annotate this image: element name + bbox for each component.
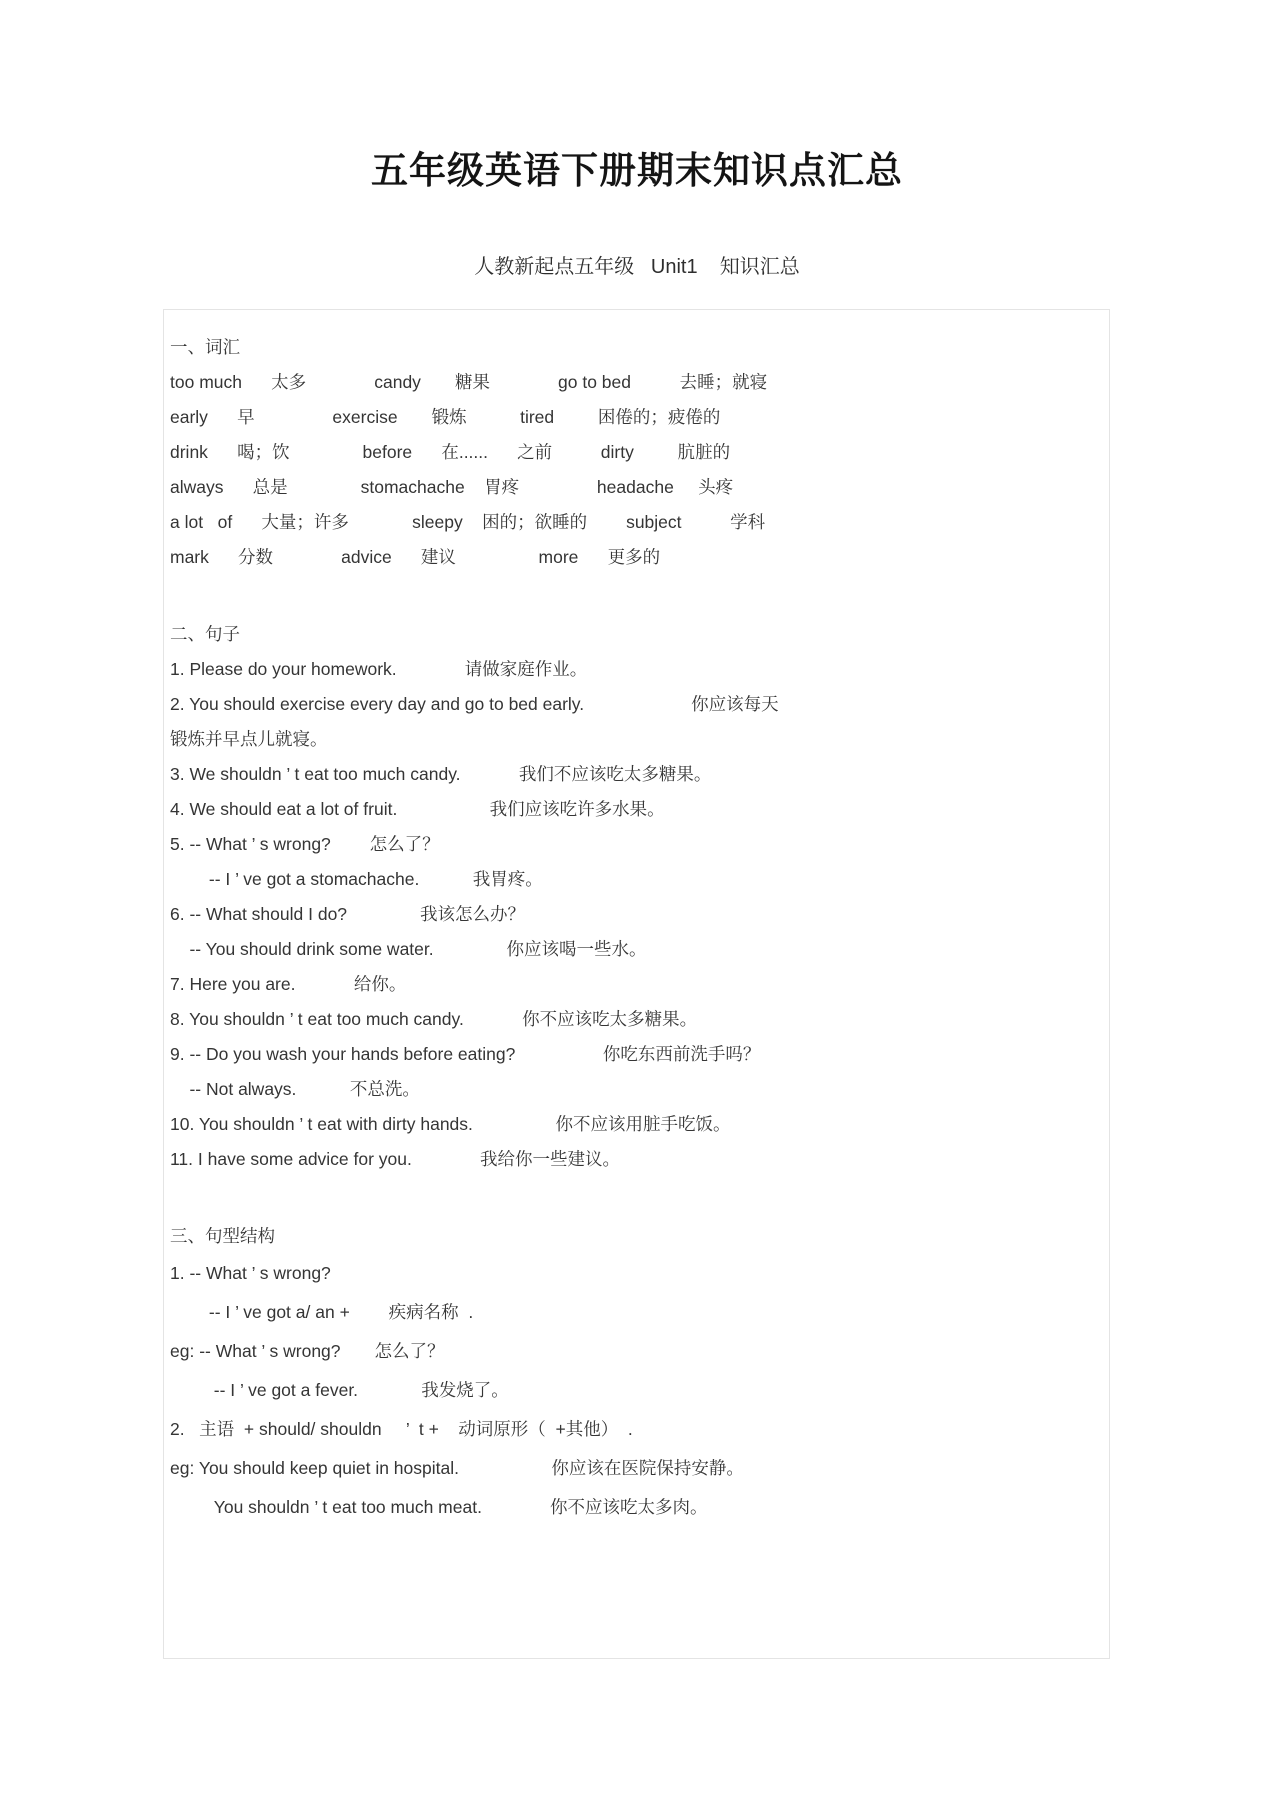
- sentence-line: -- Not always. 不总洗。: [170, 1079, 420, 1099]
- sentence-line: 7. Here you are. 给你。: [170, 974, 407, 994]
- pattern-line: eg: You should keep quiet in hospital. 你应该在医院保持安静。: [170, 1458, 744, 1478]
- section-vocabulary: [170, 330, 1103, 575]
- sentence-line: -- You should drink some water. 你应该喝一些水。: [170, 939, 647, 959]
- document-subtitle: 人教新起点五年级 Unit1 知识汇总: [474, 256, 800, 278]
- section-heading-vocabulary: 一、词汇: [170, 337, 240, 357]
- pattern-line: You shouldn ’ t eat too much meat. 你不应该吃太多肉。: [170, 1497, 708, 1517]
- sentence-line: 2. You should exercise every day and go to bed early. 你应该每天: [170, 694, 779, 714]
- sentence-line: 9. -- Do you wash your hands before eating? 你吃东西前洗手吗？: [170, 1044, 761, 1064]
- sentence-line: 10. You shouldn ’ t eat with dirty hands. 你不应该用脏手吃饭。: [170, 1114, 731, 1134]
- content-box: [163, 309, 1110, 1659]
- section-sentences: [170, 617, 1103, 1177]
- pattern-line: -- I ’ ve got a fever. 我发烧了。: [170, 1380, 509, 1400]
- sentence-line: 1. Please do your homework. 请做家庭作业。: [170, 659, 588, 679]
- sentence-line: 锻炼并早点儿就寝。: [170, 729, 328, 749]
- sentence-line: 3. We shouldn ’ t eat too much candy. 我们不应该吃太多糖果。: [170, 764, 712, 784]
- section-heading-sentences: 二、句子: [170, 624, 240, 644]
- sentence-line: 6. -- What should I do? 我该怎么办？: [170, 904, 525, 924]
- vocab-line: mark 分数 advice 建议 more 更多的: [170, 547, 661, 567]
- pattern-line: -- I ’ ve got a/ an + 疾病名称 .: [170, 1302, 474, 1322]
- sentence-line: 4. We should eat a lot of fruit. 我们应该吃许多水果。: [170, 799, 665, 819]
- vocab-line: early 早 exercise 锻炼 tired 困倦的；疲倦的: [170, 407, 721, 427]
- vocab-line: a lot of 大量；许多 sleepy 困的；欲睡的 subject 学科: [170, 512, 766, 532]
- pattern-line: 1. -- What ’ s wrong?: [170, 1263, 331, 1283]
- sentence-line: 8. You shouldn ’ t eat too much candy. 你不应该吃太多糖果。: [170, 1009, 698, 1029]
- section-heading-patterns: 三、句型结构: [170, 1226, 275, 1246]
- sentence-line: 11. I have some advice for you. 我给你一些建议。: [170, 1149, 620, 1169]
- section-patterns: [170, 1219, 1103, 1527]
- sentence-line: -- I ’ ve got a stomachache. 我胃疼。: [170, 869, 543, 889]
- vocab-line: drink 喝；饮 before 在...... 之前 dirty 肮脏的: [170, 442, 731, 462]
- vocab-line: always 总是 stomachache 胃疼 headache 头疼: [170, 477, 734, 497]
- pattern-line: 2. 主语 + should/ shouldn ’ t + 动词原形（ +其他） .: [170, 1419, 633, 1439]
- pattern-line: eg: -- What ’ s wrong? 怎么了？: [170, 1341, 445, 1361]
- document-title: 五年级英语下册期末知识点汇总: [371, 150, 903, 191]
- vocab-line: too much 太多 candy 糖果 go to bed 去睡；就寝: [170, 372, 768, 392]
- sentence-line: 5. -- What ’ s wrong? 怎么了？: [170, 834, 440, 854]
